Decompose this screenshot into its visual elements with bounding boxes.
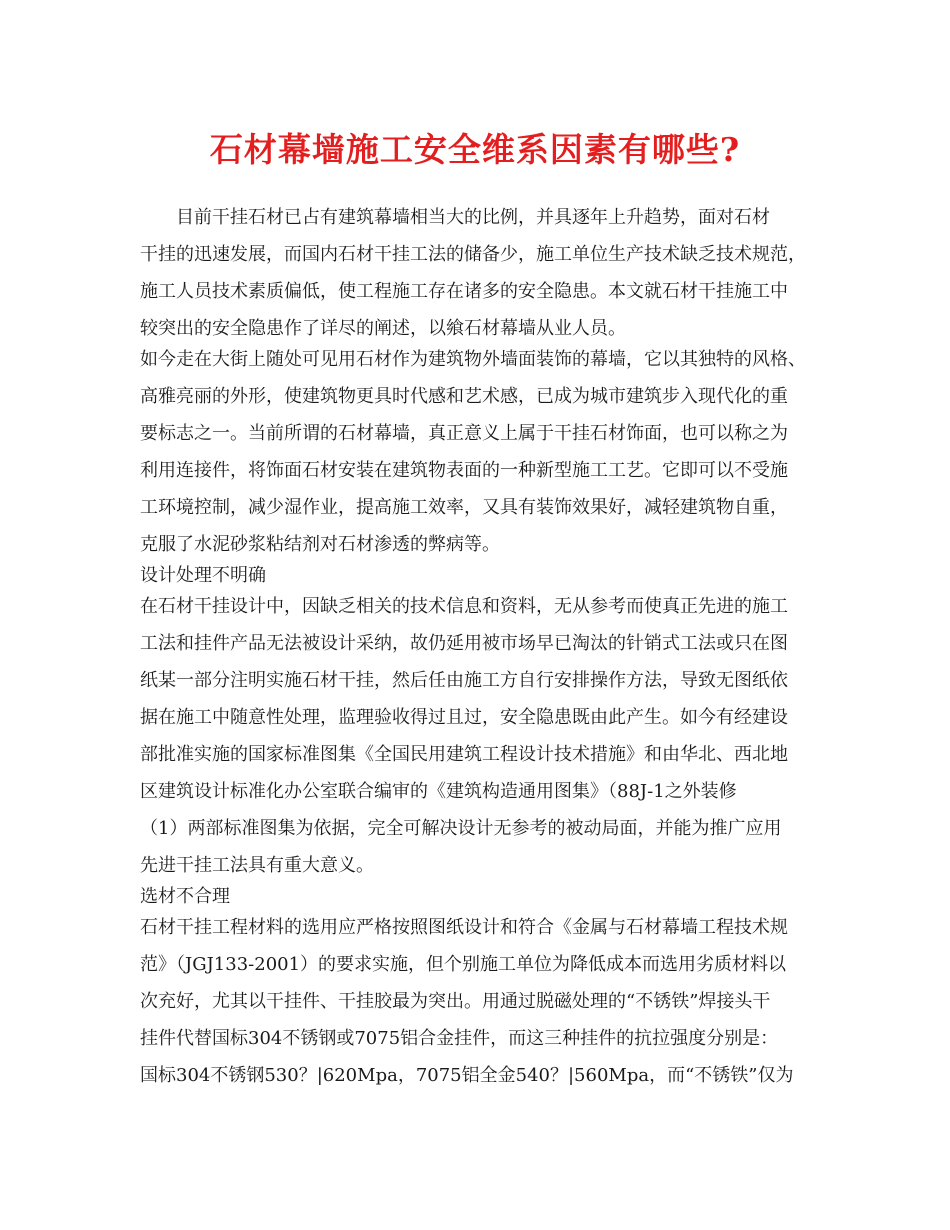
text-line: 施工人员技术素质偏低，使工程施工存在诸多的安全隐患。本文就石材干挂施工中 bbox=[140, 281, 788, 302]
text-line: 干挂的迅速发展，而国内石材干挂工法的储备少，施工单位生产技术缺乏技术规范， bbox=[140, 244, 806, 265]
section-heading: 设计处理不明确 bbox=[140, 565, 266, 586]
text-line: 先进干挂工法具有重大意义。 bbox=[140, 855, 374, 876]
text-line: 在石材干挂设计中，因缺乏相关的技术信息和资料，无从参考而使真正先进的施工 bbox=[140, 596, 788, 617]
text-line: 克服了水泥砂浆粘结剂对石材渗透的弊病等。 bbox=[140, 534, 500, 555]
text-line: 工法和挂件产品无法被设计采纳，故仍延用被市场早已淘汰的针销式工法或只在图 bbox=[140, 633, 788, 654]
text-line: 如今走在大街上随处可见用石材作为建筑物外墙面装饰的幕墙，它以其独特的风格、 bbox=[140, 349, 806, 370]
text-line: 国标304不锈钢530？|620Mpa，7075铝全金540？|560Mpa，而“不锈铁”仅为 bbox=[140, 1065, 794, 1086]
text-line: （1）两部标准图集为依据，完全可解决设计无参考的被动局面，并能为推广应用 bbox=[140, 818, 782, 839]
page-title: 石材幕墙施工安全维系因素有哪些? bbox=[209, 130, 741, 169]
text-line: 范》（JGJ133-2001）的要求实施，但个别施工单位为降低成本而选用劣质材料以 bbox=[140, 954, 787, 975]
text-line: 较突出的安全隐患作了详尽的阐述，以飨石材幕墙从业人员。 bbox=[140, 318, 626, 339]
section-heading: 选材不合理 bbox=[140, 886, 230, 907]
text-line: 要标志之一。当前所谓的石材幕墙，真正意义上属于干挂石材饰面，也可以称之为 bbox=[140, 423, 788, 444]
text-line: 次充好，尤其以干挂件、干挂胶最为突出。用通过脱磁处理的“不锈铁”焊接头干 bbox=[140, 991, 771, 1012]
text-line: 区建筑设计标准化办公室联合编审的《建筑构造通用图集》（88J-1之外装修 bbox=[140, 781, 737, 802]
text-line: 纸某一部分注明实施石材干挂，然后任由施工方自行安排操作方法，导致无图纸依 bbox=[140, 670, 788, 691]
text-line: 高雅亮丽的外形，使建筑物更具时代感和艺术感，已成为城市建筑步入现代化的重 bbox=[140, 386, 788, 407]
text-line: 部批准实施的国家标准图集《全国民用建筑工程设计技术措施》和由华北、西北地 bbox=[140, 744, 788, 765]
text-line: 挂件代替国标304不锈钢或7075铝合金挂件，而这三种挂件的抗拉强度分别是： bbox=[140, 1028, 779, 1049]
text-line: 据在施工中随意性处理，监理验收得过且过，安全隐患既由此产生。如今有经建设 bbox=[140, 707, 788, 728]
text-line: 利用连接件，将饰面石材安装在建筑物表面的一种新型施工工艺。它即可以不受施 bbox=[140, 460, 788, 481]
text-line: 石材干挂工程材料的选用应严格按照图纸设计和符合《金属与石材幕墙工程技术规 bbox=[140, 917, 788, 938]
text-line: 目前干挂石材已占有建筑幕墙相当大的比例，并具逐年上升趋势，面对石材 bbox=[140, 207, 770, 228]
text-line: 工环境控制，减少湿作业，提高施工效率，又具有装饰效果好，减轻建筑物自重， bbox=[140, 497, 788, 518]
